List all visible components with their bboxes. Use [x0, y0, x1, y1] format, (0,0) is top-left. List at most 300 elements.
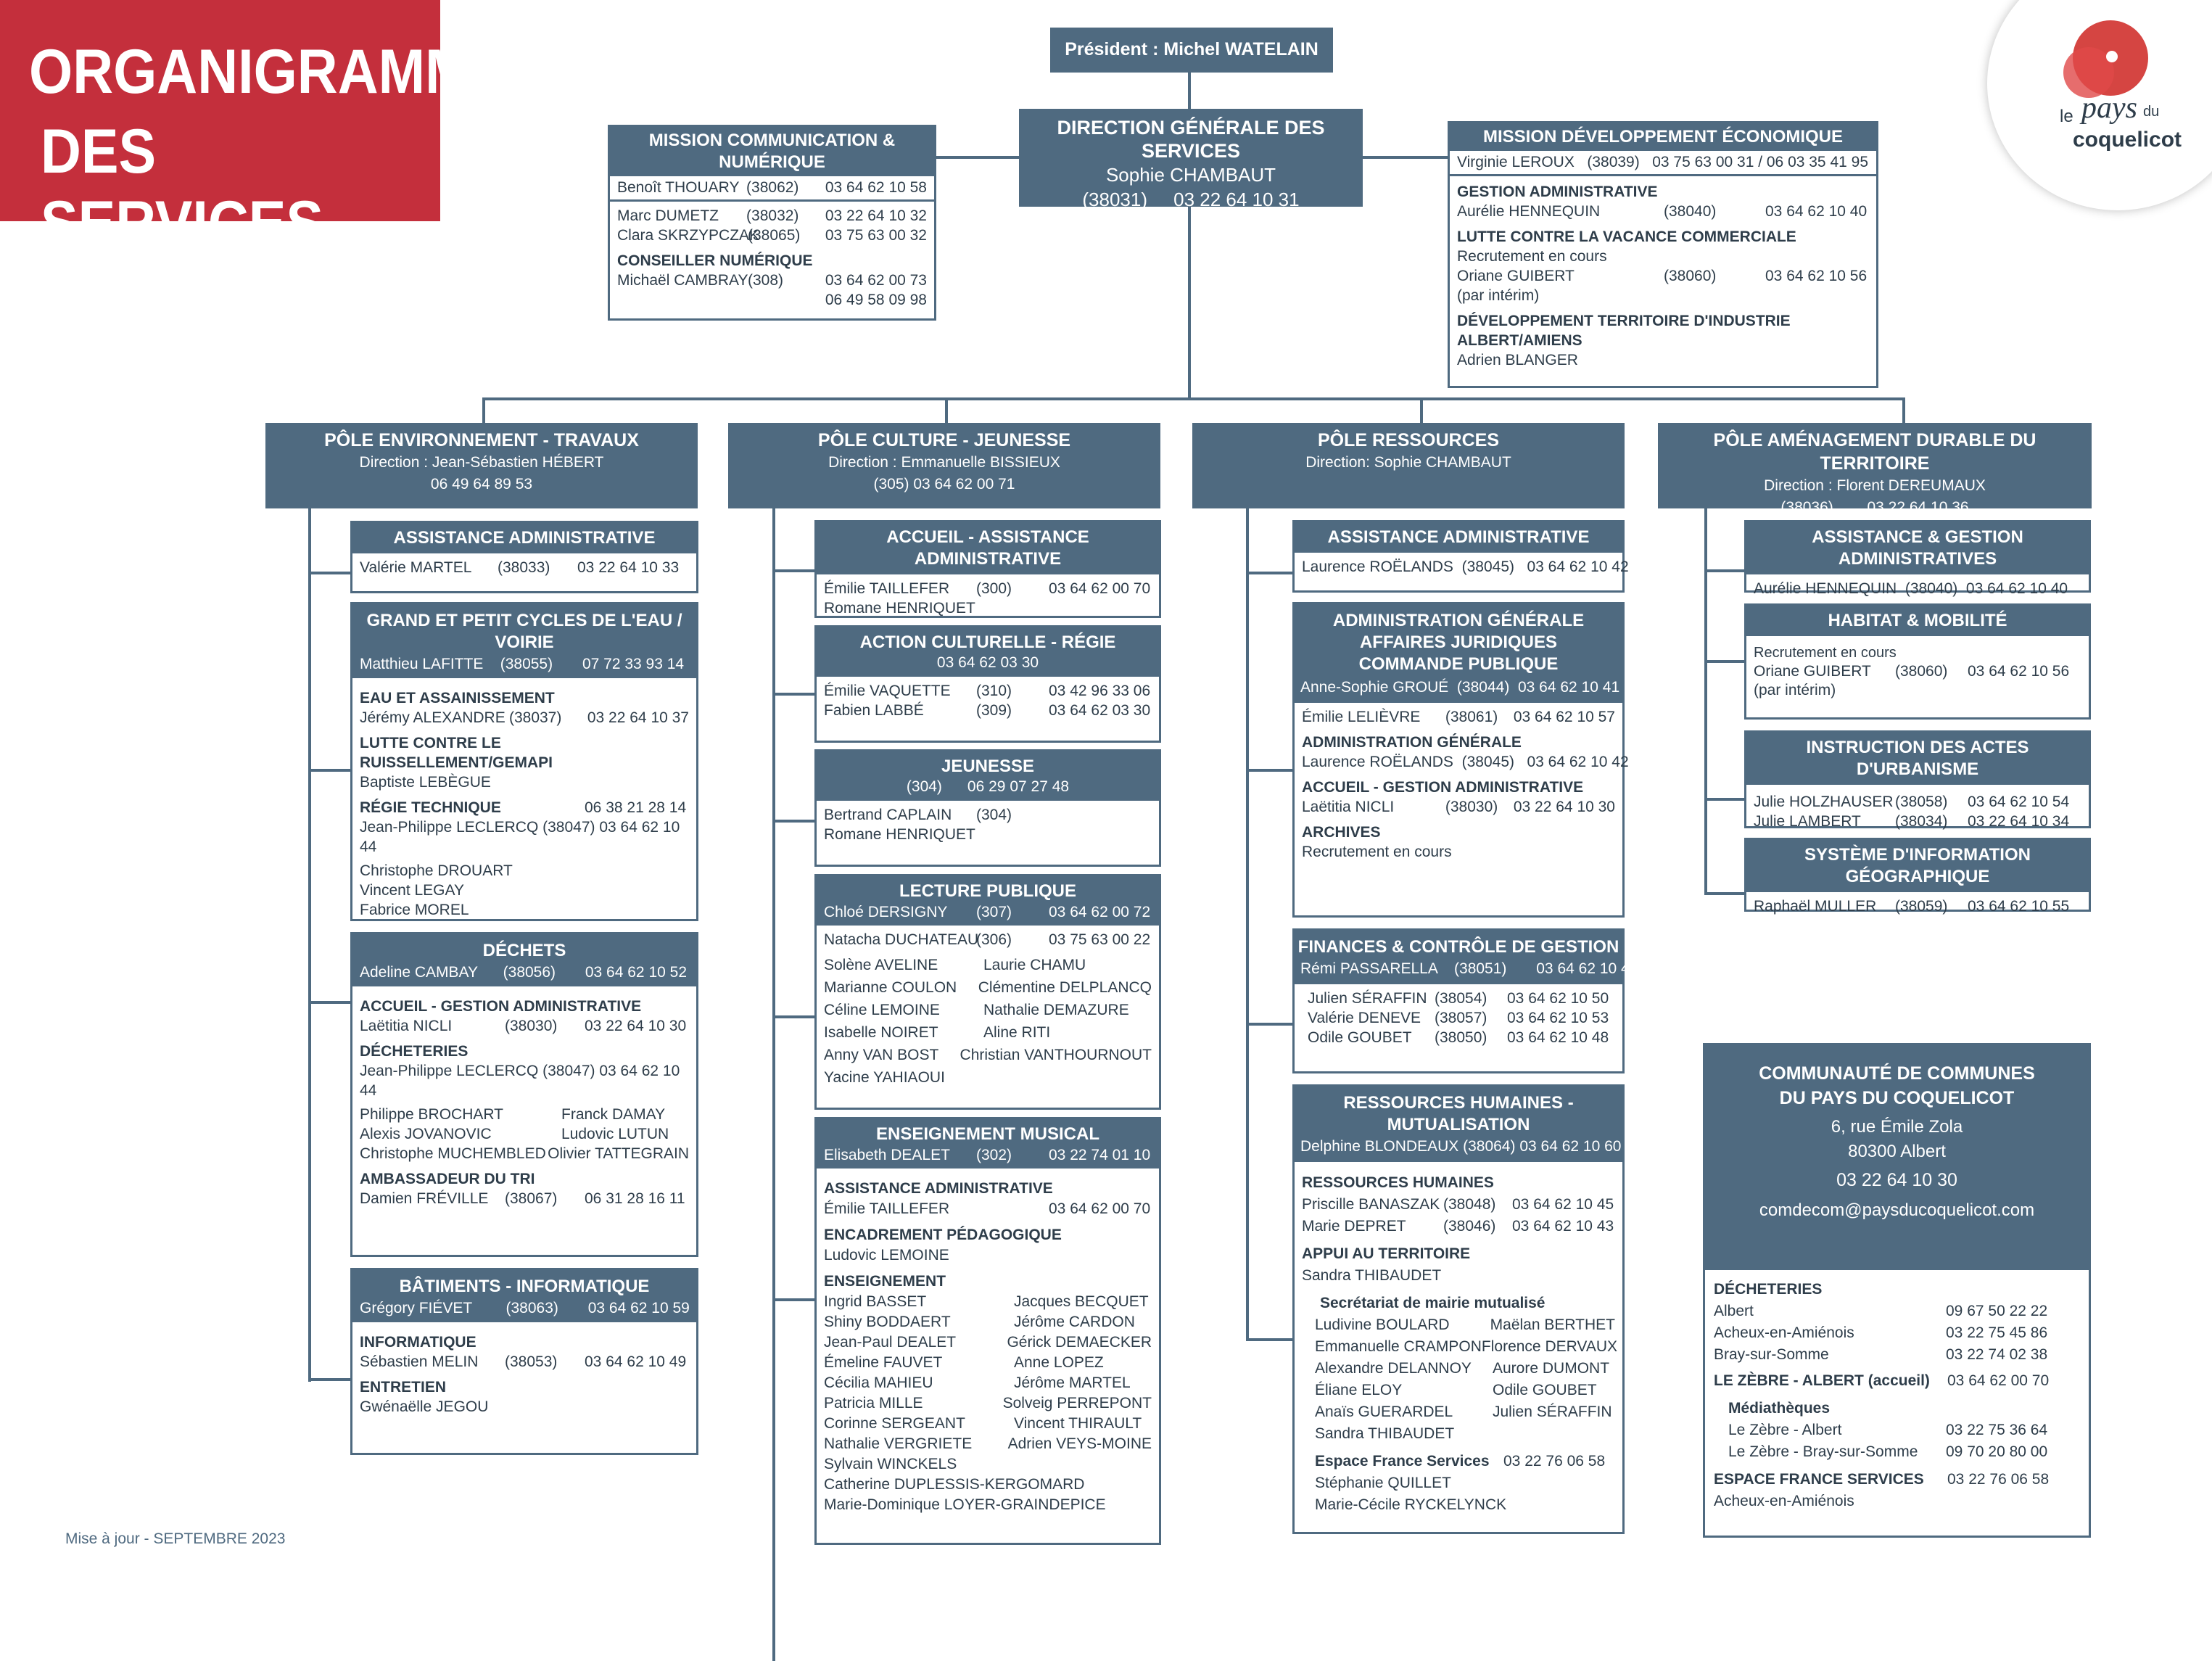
extension: (38059)	[1895, 898, 1948, 915]
section-title: Médiathèques	[1728, 1400, 1831, 1417]
section-title: EAU ET ASSAINISSEMENT	[360, 690, 555, 706]
extension: (38058)	[1895, 794, 1948, 810]
connector	[772, 820, 816, 823]
person-name: Damien FRÉVILLE	[360, 1190, 489, 1207]
person-name: Sandra THIBAUDET	[1302, 1267, 1442, 1284]
president-box	[1050, 28, 1333, 73]
person-name: Chloé DERSIGNY	[824, 904, 948, 920]
pole-title: PÔLE RESSOURCES	[1317, 430, 1500, 450]
person-name: Émilie TAILLEFER	[824, 1200, 950, 1217]
phone: 06 38 21 28 14	[585, 799, 687, 816]
phone: 03 22 64 10 33	[577, 559, 680, 576]
person-name: Jérôme CARDON	[1014, 1314, 1135, 1330]
person-name: Jean-Philippe LECLERCQ (38047) 03 64 62 10 44	[360, 819, 680, 855]
person-name: Raphaël MULLER	[1754, 898, 1877, 915]
cc-address: 80300 Albert	[1848, 1142, 1946, 1161]
extension: (310)	[976, 683, 1012, 699]
person-name: Elisabeth DEALET	[824, 1147, 950, 1163]
extension: (300)	[976, 580, 1012, 597]
person-name: Alexis JOVANOVIC	[360, 1126, 492, 1142]
mission-com-title: MISSION COMMUNICATION & NUMÉRIQUE	[648, 131, 896, 172]
section-title: GESTION ADMINISTRATIVE	[1457, 184, 1658, 200]
section-title: RÉGIE TECHNIQUE	[360, 799, 501, 816]
person-name: Émilie VAQUETTE	[824, 683, 951, 699]
extension: (38053)	[505, 1353, 558, 1370]
cult-jeunesse-box	[814, 749, 1161, 867]
title-line1: ORGANIGRAMME	[29, 37, 510, 107]
person-name: Ludovic LEMOINE	[824, 1247, 949, 1264]
cult-lecture-box	[814, 874, 1161, 1110]
box-head: Matthieu LAFITTE (38055) 07 72 33 93 14	[360, 656, 685, 672]
phone: 03 22 64 10 30	[585, 1018, 687, 1034]
box-title: INSTRUCTION DES ACTES D'URBANISME	[1806, 738, 2029, 779]
connector	[772, 1298, 816, 1301]
person-name: Émilie LELIÈVRE	[1302, 709, 1421, 725]
person-name: Aurore DUMONT	[1493, 1360, 1610, 1377]
section-title: DÉVELOPPEMENT TERRITOIRE D'INDUSTRIE ALBERT/AMIENS	[1457, 313, 1791, 349]
logo-coquelicot: coquelicot	[2073, 128, 2182, 152]
extension: (38061)	[1445, 709, 1498, 725]
connector	[772, 693, 816, 696]
title-line2: DES SERVICES	[41, 117, 324, 258]
person-name: Julie HOLZHAUSER	[1754, 794, 1894, 810]
section-title: DÉCHETERIES	[360, 1043, 469, 1060]
person-name: Maëlan BERTHET	[1490, 1316, 1615, 1333]
person-name: Fabrice MOREL	[360, 902, 469, 918]
location: Albert	[1714, 1303, 1754, 1319]
connector	[1246, 572, 1293, 574]
phone: 03 75 63 00 22	[1049, 931, 1151, 948]
person-name: Yacine YAHIAOUI	[824, 1069, 945, 1086]
person-name: Jérémy ALEXANDRE	[360, 709, 505, 726]
note: Recrutement en cours	[1457, 248, 1607, 265]
box-title: ADMINISTRATION GÉNÉRALE	[1332, 611, 1585, 630]
pole-title: PÔLE AMÉNAGEMENT DURABLE DU TERRITOIRE	[1713, 430, 2036, 474]
box-title: BÂTIMENTS - INFORMATIQUE	[399, 1277, 650, 1296]
person-name: Christophe DROUART	[360, 862, 513, 879]
extension: (308)	[748, 272, 784, 289]
logo-pays: pays	[2081, 91, 2137, 125]
phone: 03 64 62 10 50	[1507, 990, 1609, 1007]
phone: 06 49 58 09 98	[825, 292, 927, 308]
person-name: Laëtitia NICLI	[360, 1018, 453, 1034]
connector	[1246, 1338, 1293, 1341]
person-name: Marie-Dominique LOYER-GRAINDEPICE	[824, 1496, 1106, 1513]
pole-title: PÔLE CULTURE - JEUNESSE	[817, 430, 1071, 450]
box-title: ASSISTANCE ADMINISTRATIVE	[393, 528, 656, 548]
box-title: ASSISTANCE ADMINISTRATIVE	[1327, 527, 1590, 547]
logo-du: du	[2143, 104, 2160, 120]
person-name: Philippe BROCHART	[360, 1106, 504, 1123]
cc-title: COMMUNAUTÉ DE COMMUNES	[1759, 1063, 2035, 1084]
person-name: Adrien BLANGER	[1457, 352, 1578, 368]
box-title: RESSOURCES HUMAINES - MUTUALISATION	[1343, 1093, 1574, 1134]
dgs-contact: (38031) 03 22 64 10 31	[1082, 189, 1300, 210]
cc-box	[1703, 1043, 2091, 1538]
person-name: Jacques BECQUET	[1014, 1293, 1149, 1310]
person-name: Anne LOPEZ	[1014, 1354, 1104, 1371]
pole-direction: Direction : Emmanuelle BISSIEUX	[828, 454, 1060, 471]
cc-title: DU PAYS DU COQUELICOT	[1779, 1088, 2015, 1108]
box-title: GRAND ET PETIT CYCLES DE L'EAU / VOIRIE	[366, 611, 682, 652]
person-name: Ingrid BASSET	[824, 1293, 927, 1310]
note: (par intérim)	[1457, 287, 1540, 304]
note: (par intérim)	[1754, 682, 1836, 698]
box-head: Adeline CAMBAY (38056) 03 64 62 10 52	[360, 964, 687, 981]
person-name: Ludovic LUTUN	[561, 1126, 669, 1142]
env-batiments-box	[350, 1268, 698, 1455]
person-name: Clara SKRZYPCZAK	[617, 227, 760, 244]
res-rh-box	[1292, 1084, 1625, 1534]
box-phone: (304) 06 29 07 27 48	[906, 778, 1070, 795]
extension: (38060)	[1895, 663, 1948, 680]
box-title: ACCUEIL - ASSISTANCE ADMINISTRATIVE	[886, 527, 1089, 569]
pole-phone: (305) 03 64 62 00 71	[873, 476, 1015, 492]
section-title: CONSEILLER NUMÉRIQUE	[617, 252, 813, 269]
phone: 03 64 62 10 58	[825, 179, 927, 196]
section-title: ACCUEIL - GESTION ADMINISTRATIVE	[1302, 779, 1584, 796]
person-name: Gérick DEMAECKER	[1007, 1334, 1152, 1351]
person-name: Céline LEMOINE	[824, 1002, 940, 1018]
connector	[482, 397, 485, 423]
connector	[1902, 397, 1905, 423]
phone: 03 22 75 36 64	[1946, 1422, 2048, 1438]
person-name: Jean-Philippe LECLERCQ (38047) 03 64 62 10 44	[360, 1063, 680, 1099]
person-name: Valérie DENEVE	[1308, 1010, 1421, 1026]
phone: 03 22 76 06 58	[1947, 1471, 2050, 1488]
extension: (38046)	[1443, 1218, 1496, 1235]
section-title: ENSEIGNEMENT	[824, 1273, 946, 1290]
person-name: Vincent LEGAY	[360, 882, 464, 899]
location: Acheux-en-Amiénois	[1714, 1324, 1854, 1341]
amen-urbanisme-box	[1744, 730, 2091, 828]
person-name: Marie-Cécile RYCKELYNCK	[1315, 1496, 1507, 1513]
cult-action-box	[814, 625, 1161, 743]
phone: 09 70 20 80 00	[1946, 1443, 2048, 1460]
extension: (38050)	[1435, 1029, 1487, 1046]
person-name: Bertrand CAPLAIN	[824, 807, 952, 823]
person-name: Cécilia MAHIEU	[824, 1374, 933, 1391]
person-name: Sébastien MELIN	[360, 1353, 479, 1370]
extension: (38030)	[1445, 799, 1498, 815]
section-title: AMBASSADEUR DU TRI	[360, 1171, 535, 1187]
phone: 03 64 62 10 55	[1968, 898, 2070, 915]
connector	[1420, 397, 1423, 423]
person-name: Alexandre DELANNOY	[1315, 1360, 1472, 1377]
person-name: Emmanuelle CRAMPON	[1315, 1338, 1482, 1355]
person-name: Aline RITI	[983, 1024, 1051, 1041]
extension: (304)	[976, 807, 1012, 823]
person-name: Oriane GUIBERT	[1457, 268, 1575, 284]
box-title: AFFAIRES JURIDIQUES	[1359, 632, 1558, 652]
person-name: Anny VAN BOST	[824, 1047, 939, 1063]
person-name: Julien SÉRAFFIN	[1493, 1404, 1612, 1420]
pole-environnement	[265, 423, 698, 508]
connector	[1246, 508, 1249, 1338]
phone: 03 64 62 10 56	[1765, 268, 1868, 284]
phone: 03 22 74 02 38	[1946, 1346, 2048, 1363]
section-title: ENCADREMENT PÉDAGOGIQUE	[824, 1227, 1062, 1243]
person-name: Marianne COULON	[824, 979, 957, 996]
phone: 03 22 64 10 34	[1968, 813, 2070, 830]
person-name: Éliane ELOY	[1315, 1382, 1403, 1398]
box-title: FINANCES & CONTRÔLE DE GESTION	[1297, 937, 1619, 957]
dgs-box	[1019, 109, 1363, 210]
pole-direction: Direction: Sophie CHAMBAUT	[1305, 454, 1511, 471]
location: Bray-sur-Somme	[1714, 1346, 1829, 1363]
person-name: Laurie CHAMU	[983, 957, 1086, 973]
person-name: Vincent THIRAULT	[1014, 1415, 1142, 1432]
phone: 03 22 76 06 58	[1503, 1453, 1606, 1470]
person-row: Laurence ROËLANDS (38045) 03 64 62 10 42	[1302, 754, 1629, 770]
connector	[934, 156, 1021, 159]
person-name: Christian VANTHOURNOUT	[960, 1047, 1152, 1063]
person-name: Benoît THOUARY	[617, 179, 740, 196]
section-title: LE ZÈBRE - ALBERT (accueil)	[1714, 1372, 1930, 1389]
section-title: ASSISTANCE ADMINISTRATIVE	[824, 1180, 1053, 1197]
env-eau-box	[350, 602, 698, 921]
amen-habitat-box	[1744, 603, 2091, 720]
connector	[308, 1001, 352, 1004]
phone: 03 64 62 10 56	[1968, 663, 2070, 680]
person-name: Catherine DUPLESSIS-KERGOMARD	[824, 1476, 1085, 1493]
section-title: RESSOURCES HUMAINES	[1302, 1174, 1494, 1191]
update-footer: Mise à jour - SEPTEMBRE 2023	[65, 1530, 286, 1547]
phone: 03 22 64 10 30	[1513, 799, 1615, 815]
person-name: Marie DEPRET	[1302, 1218, 1406, 1235]
connector	[1704, 798, 1744, 801]
person-name: Franck DAMAY	[561, 1106, 666, 1123]
connector	[1704, 892, 1744, 895]
phone: 03 64 62 00 70	[1049, 580, 1151, 597]
person-name: Jérôme MARTEL	[1014, 1374, 1131, 1391]
mission-eco-box	[1448, 121, 1878, 388]
phone: 03 64 62 00 73	[825, 272, 927, 289]
extension: (309)	[976, 702, 1012, 719]
box-title: HABITAT & MOBILITÉ	[1828, 611, 2007, 630]
pole-direction: Direction : Florent DEREUMAUX	[1764, 477, 1986, 494]
phone: 03 64 62 10 57	[1513, 709, 1615, 725]
box-phone: 03 64 62 03 30	[936, 654, 1039, 671]
pole-ressources	[1192, 423, 1625, 508]
phone: 03 64 62 00 72	[1049, 904, 1151, 920]
cult-musique-box	[814, 1117, 1161, 1545]
connector	[308, 508, 311, 1382]
logo	[1987, 0, 2212, 210]
connector	[772, 1015, 816, 1018]
section-title: APPUI AU TERRITOIRE	[1302, 1245, 1471, 1262]
person-name: Émilie TAILLEFER	[824, 580, 950, 597]
phone: 03 64 62 10 48	[1507, 1029, 1609, 1046]
phone: 03 22 74 01 10	[1049, 1147, 1151, 1163]
person-name: Corinne SERGEANT	[824, 1415, 965, 1432]
person-name: Nathalie VERGRIETE	[824, 1435, 973, 1452]
extension: (38067)	[505, 1190, 558, 1207]
location: Le Zèbre - Bray-sur-Somme	[1728, 1443, 1918, 1460]
res-finances-box	[1292, 928, 1638, 1073]
res-admin-box	[1292, 602, 1629, 918]
person-name: Valérie MARTEL	[360, 559, 472, 576]
dgs-title: DIRECTION GÉNÉRALE DES SERVICES	[1057, 117, 1325, 162]
logo-le: le	[2060, 107, 2073, 126]
pole-culture	[728, 423, 1160, 508]
extension: (38048)	[1443, 1196, 1496, 1213]
phone: 03 64 62 10 43	[1512, 1218, 1614, 1235]
person-name: Priscille BANASZAK	[1302, 1196, 1440, 1213]
connector	[308, 769, 352, 772]
person-name: Odile GOUBET	[1308, 1029, 1412, 1046]
box-head: Grégory FIÉVET (38063) 03 64 62 10 59	[360, 1300, 690, 1316]
person-name: Jean-Paul DEALET	[824, 1334, 957, 1351]
person-row: Laurence ROËLANDS (38045) 03 64 62 10 42	[1302, 559, 1629, 575]
extension: (38032)	[746, 207, 799, 224]
person-name: Isabelle NOIRET	[824, 1024, 938, 1041]
person-name: Adrien VEYS-MOINE	[1007, 1435, 1152, 1452]
note: Recrutement en cours	[1302, 844, 1452, 860]
extension: (38057)	[1435, 1010, 1487, 1026]
phone: 03 64 62 00 70	[1049, 1200, 1151, 1217]
person-name: Christophe MUCHEMBLED	[360, 1145, 546, 1162]
extension: (38030)	[505, 1018, 558, 1034]
person-name: Romane HENRIQUET	[824, 826, 975, 843]
dgs-name: Sophie CHAMBAUT	[1105, 164, 1276, 186]
person-name: Laëtitia NICLI	[1302, 799, 1395, 815]
phone: 03 64 62 10 53	[1507, 1010, 1609, 1026]
person-name: Julie LAMBERT	[1754, 813, 1861, 830]
section-title: ENTRETIEN	[360, 1379, 447, 1396]
person-name: Romane HENRIQUET	[824, 600, 975, 617]
extension: (38060)	[1664, 268, 1717, 284]
person-name: Solveig PERREPONT	[1002, 1395, 1152, 1411]
extension: (38033)	[498, 559, 550, 576]
person-name: Sylvain WINCKELS	[824, 1456, 957, 1472]
phone: 03 64 62 03 30	[1049, 702, 1151, 719]
person-name: Nathalie DEMAZURE	[983, 1002, 1129, 1018]
phone: 03 22 64 10 32	[825, 207, 927, 224]
section-title: LUTTE CONTRE LE RUISSELLEMENT/GEMAPI	[360, 735, 553, 771]
box-head: Delphine BLONDEAUX (38064) 03 64 62 10 60	[1300, 1138, 1622, 1155]
person-name: Baptiste LEBÈGUE	[360, 774, 491, 791]
pole-phone: 06 49 64 89 53	[430, 476, 533, 492]
phone: 03 64 62 00 70	[1947, 1372, 2050, 1389]
person-name: Aurélie HENNEQUIN	[1457, 203, 1601, 220]
section-title: Secrétariat de mairie mutualisé	[1320, 1295, 1545, 1311]
pole-phone: (38036) 03 22 64 10 36	[1780, 499, 1969, 516]
extension: (306)	[976, 931, 1012, 948]
section-title: ADMINISTRATION GÉNÉRALE	[1302, 734, 1522, 751]
cult-accueil-box	[814, 520, 1161, 618]
coquelicot-logo-icon	[1987, 0, 2212, 210]
res-assistance-box	[1292, 520, 1629, 593]
box-title: JEUNESSE	[941, 757, 1035, 776]
connector	[945, 397, 948, 423]
pole-direction: Direction : Jean-Sébastien HÉBERT	[359, 454, 604, 471]
pole-amenagement	[1658, 423, 2092, 516]
extension: (38065)	[748, 227, 801, 244]
box-title: DÉCHETS	[482, 941, 566, 960]
person-name: Julien SÉRAFFIN	[1308, 990, 1427, 1007]
person-name: Oriane GUIBERT	[1754, 663, 1871, 680]
phone: 03 42 96 33 06	[1049, 683, 1151, 699]
phone: 03 22 75 45 86	[1946, 1324, 2048, 1341]
cc-address: 6, rue Émile Zola	[1831, 1117, 1963, 1137]
extension: (302)	[976, 1147, 1012, 1163]
box-head: Anne-Sophie GROUÉ (38044) 03 64 62 10 41	[1300, 679, 1620, 696]
president-label: Président : Michel WATELAIN	[1065, 39, 1318, 59]
connector	[1246, 769, 1293, 772]
person-name: Stéphanie QUILLET	[1315, 1475, 1451, 1491]
phone: 03 64 62 10 40	[1765, 203, 1868, 220]
env-assistance-box	[350, 521, 698, 593]
connector	[1704, 508, 1707, 892]
box-head: Rémi PASSARELLA (38051) 03 64 62 10 47	[1300, 960, 1638, 977]
section-title: ARCHIVES	[1302, 824, 1381, 841]
connector	[1704, 569, 1744, 572]
phone: 03 64 62 10 49	[585, 1353, 687, 1370]
box-title: SYSTÈME D'INFORMATION GÉOGRAPHIQUE	[1804, 845, 2031, 886]
mission-eco-head: Virginie LEROUX (38039) 03 75 63 00 31 / 06 03 35 41 95	[1450, 151, 1876, 176]
person-name: Natacha DUCHATEAU	[824, 931, 979, 948]
connector	[308, 572, 352, 574]
location: Acheux-en-Amiénois	[1714, 1493, 1854, 1509]
box-title: ASSISTANCE & GESTION ADMINISTRATIVES	[1812, 527, 2023, 569]
cc-phone: 03 22 64 10 30	[1836, 1170, 1957, 1190]
phone: 06 31 28 16 11	[585, 1190, 685, 1207]
mission-com-box	[608, 125, 936, 321]
box-title: ENSEIGNEMENT MUSICAL	[875, 1124, 1099, 1144]
section-title: Espace France Services	[1315, 1453, 1490, 1470]
extension: (38034)	[1895, 813, 1948, 830]
extension: (38054)	[1435, 990, 1487, 1007]
env-dechets-box	[350, 932, 698, 1257]
mission-eco-title: MISSION DÉVELOPPEMENT ÉCONOMIQUE	[1482, 127, 1844, 147]
person-name: Solène AVELINE	[824, 957, 938, 973]
person-name: Ludivine BOULARD	[1315, 1316, 1450, 1333]
person-name: Anaïs GUERARDEL	[1315, 1404, 1453, 1420]
person-name: Olivier TATTEGRAIN	[548, 1145, 689, 1162]
section-title: ACCUEIL - GESTION ADMINISTRATIVE	[360, 998, 642, 1015]
box-title: ACTION CULTURELLE - RÉGIE	[859, 632, 1116, 652]
extension: (38037)	[508, 709, 562, 726]
connector	[772, 569, 816, 572]
connector	[772, 508, 775, 1661]
phone: 03 75 63 00 32	[825, 227, 927, 244]
phone: 03 64 62 10 45	[1512, 1196, 1614, 1213]
person-row: Aurélie HENNEQUIN (38040) 03 64 62 10 40	[1754, 580, 2068, 597]
amen-assistance-box	[1744, 520, 2091, 597]
person-name: Michaël CAMBRAY	[617, 272, 748, 289]
note: Recrutement en cours	[1754, 645, 1897, 661]
person-name: Clémentine DELPLANCQ	[978, 979, 1152, 996]
cc-email: comdecom@paysducoquelicot.com	[1759, 1200, 2035, 1220]
title-banner	[0, 0, 510, 258]
phone: 09 67 50 22 22	[1946, 1303, 2048, 1319]
section-title: LUTTE CONTRE LA VACANCE COMMERCIALE	[1457, 228, 1796, 245]
person-name: Sandra THIBAUDET	[1315, 1425, 1455, 1442]
pole-title: PÔLE ENVIRONNEMENT - TRAVAUX	[324, 430, 639, 450]
amen-sig-box	[1744, 838, 2091, 915]
section-title: ESPACE FRANCE SERVICES	[1714, 1471, 1924, 1488]
connector	[1704, 660, 1744, 663]
person-name: Odile GOUBET	[1493, 1382, 1597, 1398]
connector	[1359, 156, 1449, 159]
person-name: Marc DUMETZ	[617, 207, 719, 224]
section-title: DÉCHETERIES	[1714, 1281, 1823, 1298]
extension: (307)	[976, 904, 1012, 920]
box-title: LECTURE PUBLIQUE	[899, 881, 1076, 901]
person-name: Gwénaëlle JEGOU	[360, 1398, 489, 1415]
phone: 03 64 62 10 54	[1968, 794, 2070, 810]
